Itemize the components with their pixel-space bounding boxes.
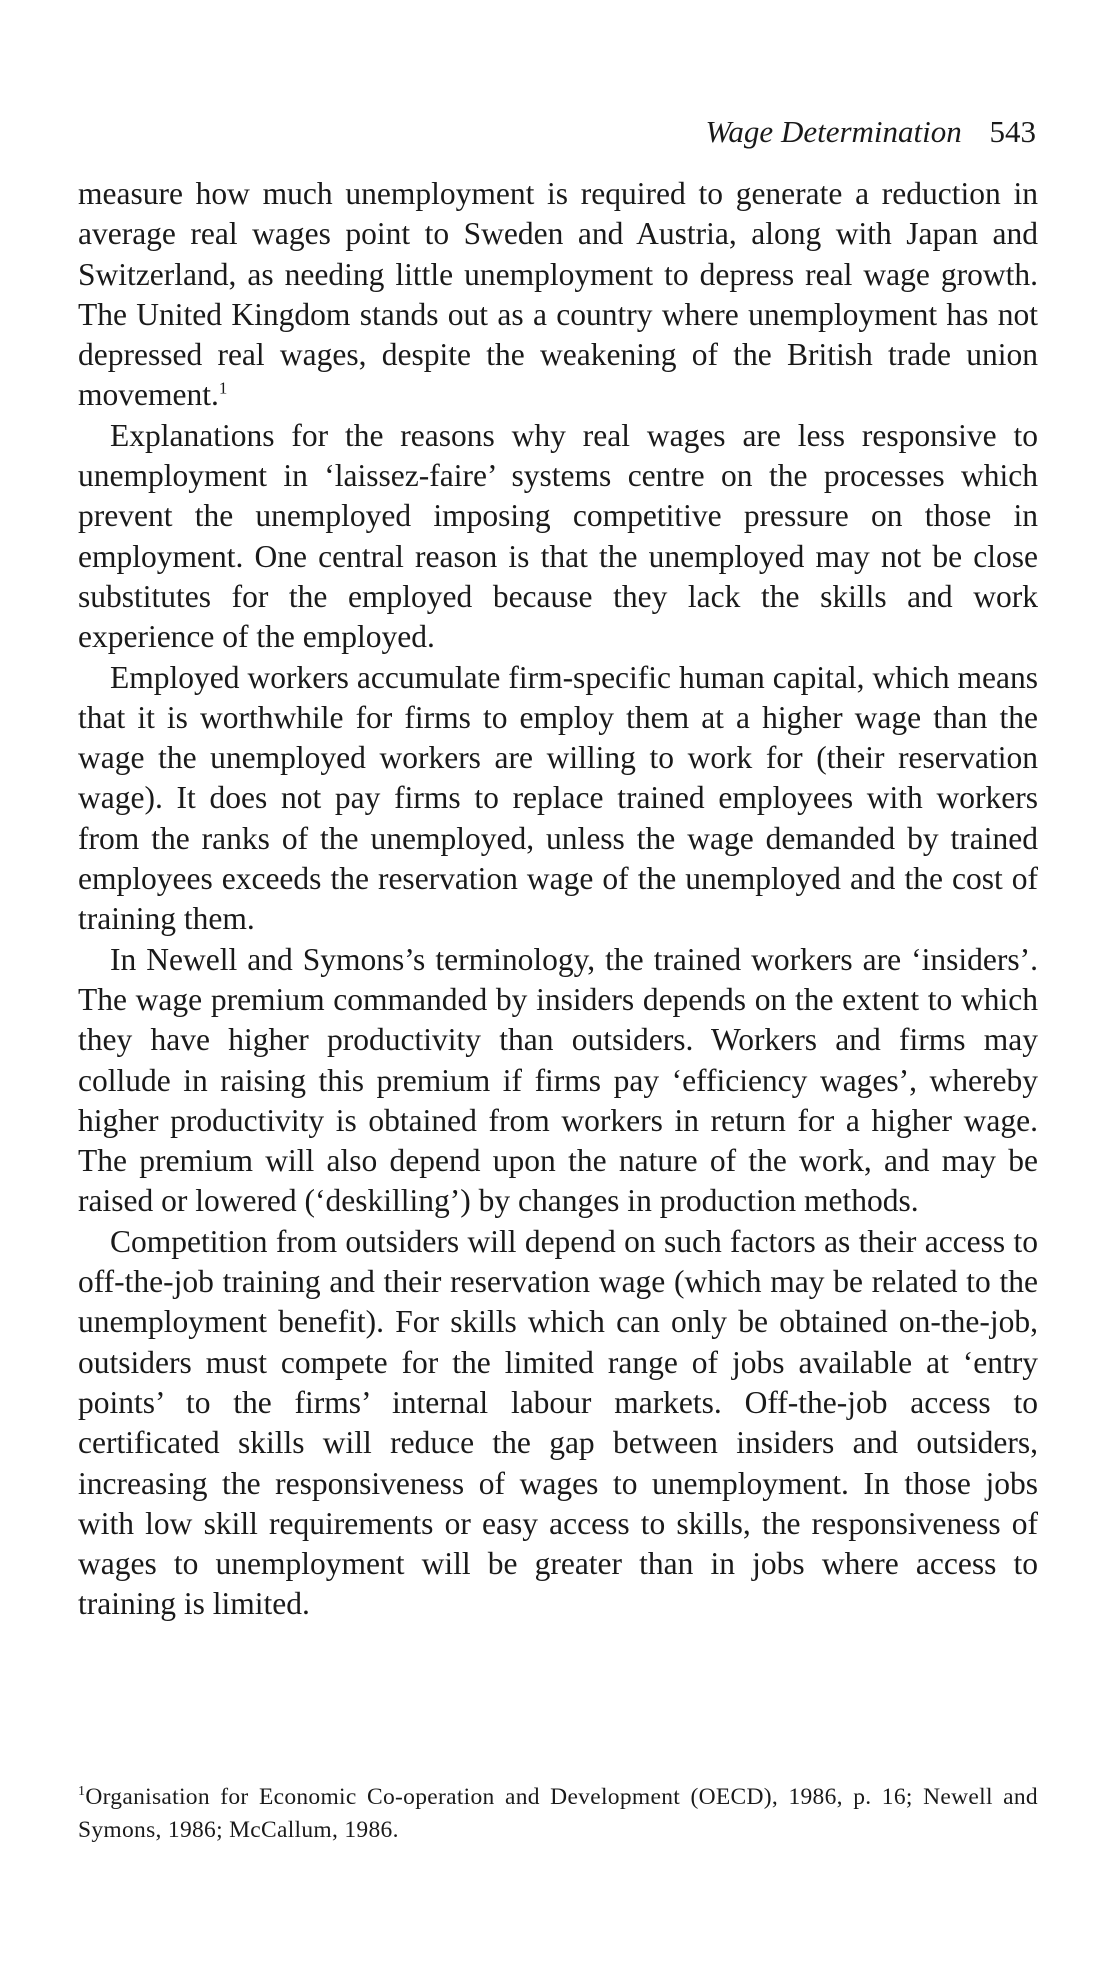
footnote-text: Organisation for Economic Co-operation and Development (OECD), 1986, p. 16; Newell and Symons, 1986; McCallum, 1986. [78, 1784, 1038, 1843]
paragraph [78, 174, 1038, 416]
paragraph: In Newell and Symons’s terminology, the trained workers are ‘insiders’. The wage premium commanded by insiders depends on the extent to which they have higher productivity than outsiders. Workers and firms may collude in raising this premium if firms pay ‘efficiency wages’, whereby higher productivity is obtained from workers in return for a higher wage. The premium will also depend upon the nature of the work, and may be raised or lowered (‘deskilling’) by changes in production methods. [78, 941, 1038, 1219]
running-head [705, 112, 1036, 152]
paragraph: Competition from outsiders will depend on such factors as their access to off-the-job training and their reservation wage (which may be related to the unemployment benefit). For skills which can only be obtained on-the-job, outsiders must compete for the limited range of jobs available at ‘entry points’ to the firms’ internal labour markets. Off-the-job access to certificated skills will reduce the gap between insiders and outsiders, increasing the responsiveness of wages to unemployment. In those jobs with low skill requirements or easy access to skills, the responsiveness of wages to unemployment will be greater than in jobs where access to training is limited. [78, 1223, 1038, 1622]
footnote [78, 1781, 1038, 1847]
paragraph: Explanations for the reasons why real wages are less responsive to unemployment in ‘laissez-faire’ systems centre on the processes which prevent the unemployed imposing competitive pressure on those in employment. One central reason is that the unemployed may not be close substitutes for the employed because they lack the skills and work experience of the employed. [78, 417, 1038, 655]
paragraph-text: measure how much unemployment is required to generate a reduction in average real wages point to Sweden and Austria, along with Japan and Switzerland, as needing little unemployment to depress real wage growth. The United Kingdom stands out as a country where unemployment has not depressed real wages, despite the weakening of the British trade union movement. [78, 176, 1038, 413]
paragraph: Employed workers accumulate firm-specific human capital, which means that it is worthwhile for firms to employ them at a higher wage than the wage the unemployed workers are willing to work for (their reservation wage). It does not pay firms to replace trained employees with workers from the ranks of the unemployed, unless the wage demanded by trained employees exceeds the reservation wage of the unemployed and the cost of training them. [78, 659, 1038, 937]
page-number: 543 [989, 114, 1036, 149]
footnote-reference: 1 [218, 378, 228, 398]
footnote-marker: 1 [78, 1784, 86, 1800]
chapter-title: Wage Determination [705, 114, 962, 149]
body-text [78, 174, 1038, 1625]
